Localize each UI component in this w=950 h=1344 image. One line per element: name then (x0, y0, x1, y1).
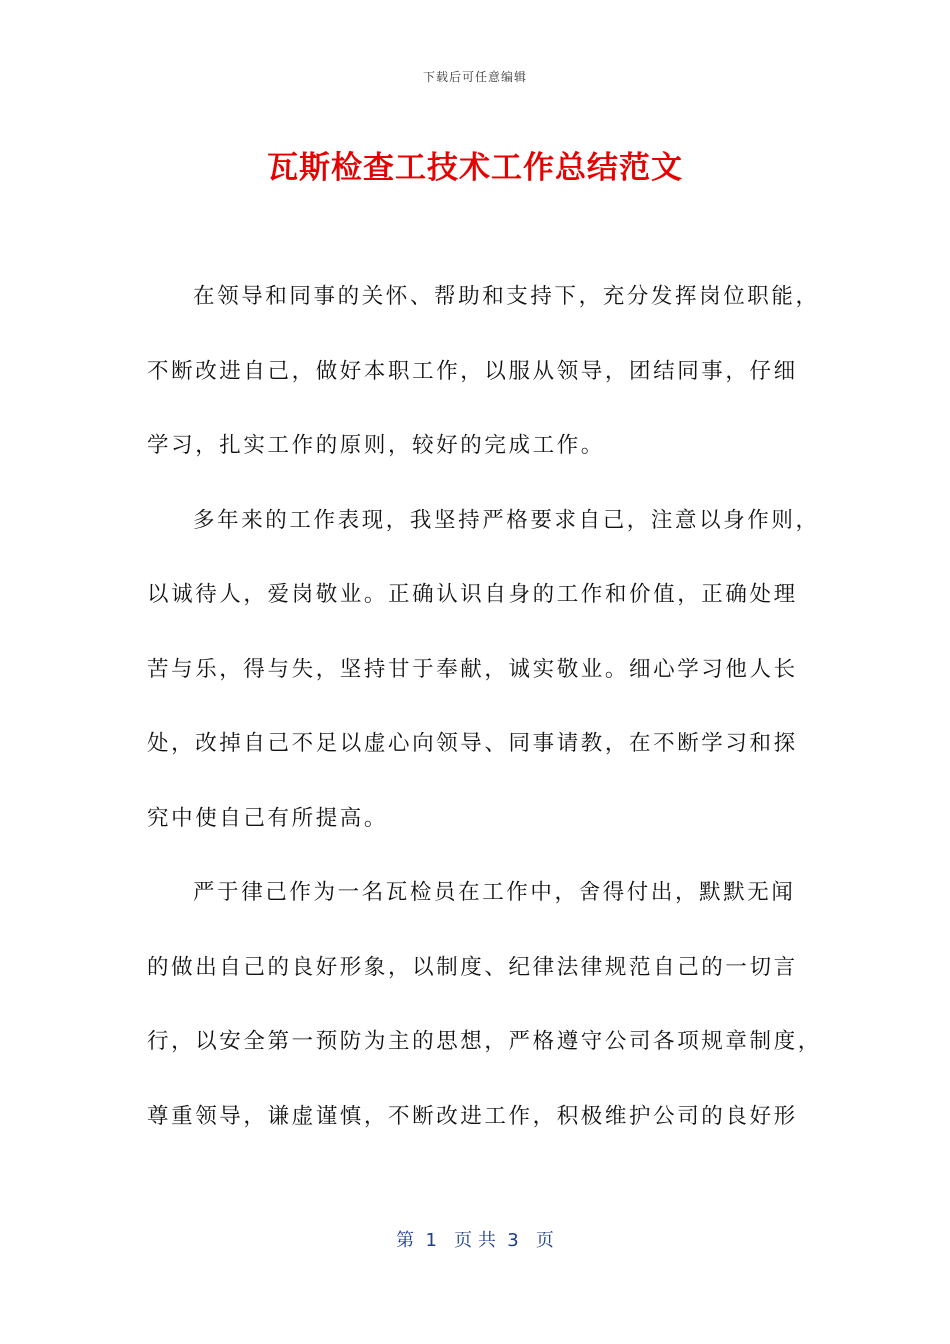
paragraph-3-line-1: 严于律己作为一名瓦检员在工作中，舍得付出，默默无闻 (193, 880, 796, 905)
paragraph-2-line-4: 处，改掉自己不足以虚心向领导、同事请教，在不断学习和探 (147, 731, 798, 756)
paragraph-3-line-3: 行，以安全第一预防为主的思想，严格遵守公司各项规章制度， (147, 1029, 822, 1054)
paragraph-1-line-1: 在领导和同事的关怀、帮助和支持下，充分发挥岗位职能， (193, 284, 820, 309)
paragraph-2-line-1: 多年来的工作表现，我坚持严格要求自己，注意以身作则， (193, 507, 820, 533)
header-note: 下载后可任意编辑 (422, 70, 527, 84)
paragraph-2-line-5: 究中使自己有所提高。 (147, 805, 389, 831)
paragraph-3-line-4: 尊重领导，谦虚谨慎，不断改进工作，积极维护公司的良好形 (147, 1103, 798, 1129)
document-title: 瓦斯检查工技术工作总结范文 (267, 150, 683, 186)
paragraph-2-line-3: 苦与乐，得与失，坚持甘于奉献，诚实敬业。细心学习他人长 (147, 656, 798, 682)
paragraph-1-line-3: 学习，扎实工作的原则，较好的完成工作。 (147, 433, 605, 458)
paragraph-1-line-2: 不断改进自己，做好本职工作，以服从领导，团结同事，仔细 (147, 358, 798, 384)
page-number-footer: 第 1 页 共 3 页 (396, 1230, 554, 1251)
document-body (147, 260, 822, 1154)
paragraph-3-line-2: 的做出自己的良好形象，以制度、纪律法律规范自己的一切言 (147, 954, 798, 980)
paragraph-2-line-2: 以诚待人，爱岗敬业。正确认识自身的工作和价值，正确处理 (147, 582, 798, 607)
